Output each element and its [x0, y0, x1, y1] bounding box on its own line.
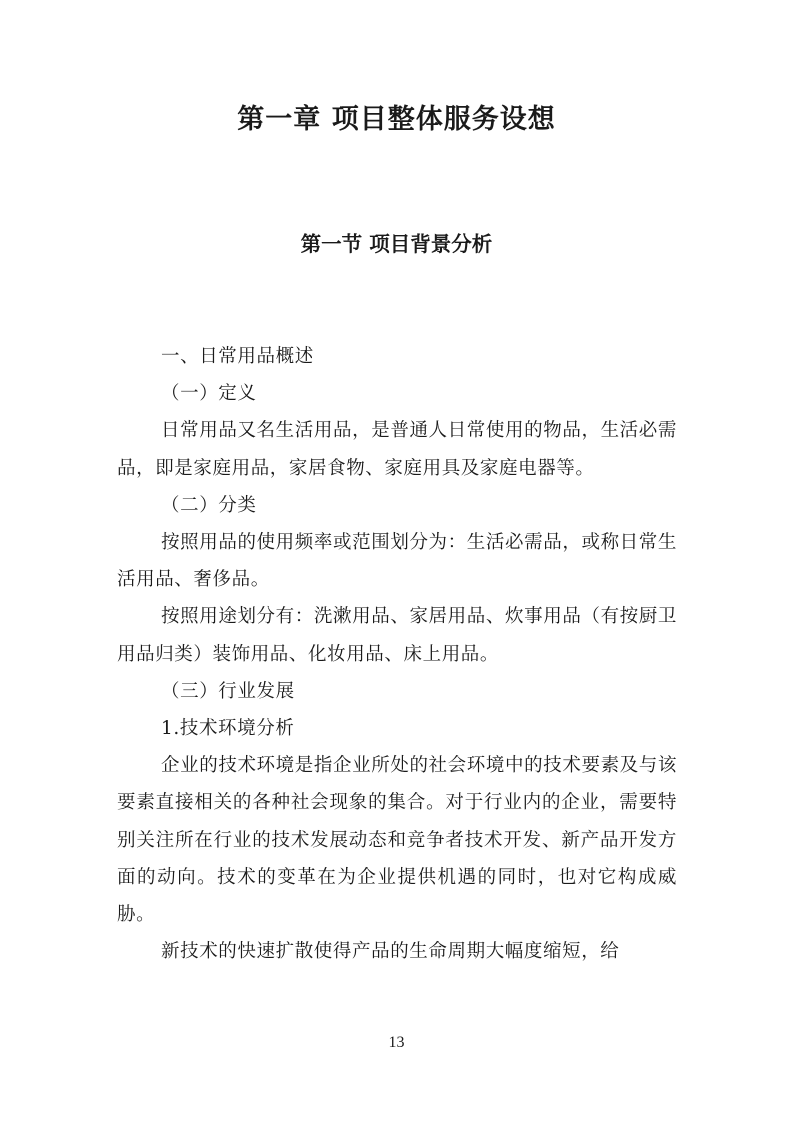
- page-number: 13: [388, 1034, 405, 1051]
- paragraph-definition: 日常用品又名生活用品，是普通人日常使用的物品，生活必需品，即是家庭用品，家居食物、家庭用具及家庭电器等。: [117, 420, 677, 479]
- paragraph-classification-purpose: 按照用途划分有：洗漱用品、家居用品、炊事用品（有按厨卫用品归类）装饰用品、化妆用品、床上用品。: [117, 606, 677, 665]
- body-text: [117, 338, 677, 970]
- paragraph-heading-technology: 1.技术环境分析: [161, 718, 295, 740]
- section-title: 第一节 项目背景分析: [300, 232, 493, 256]
- paragraph-heading-classification: （二）分类: [161, 494, 257, 516]
- paragraph-heading-industry: （三）行业发展: [161, 680, 295, 702]
- chapter-title: 第一章 项目整体服务设想: [237, 104, 556, 135]
- paragraph-heading-definition: （一）定义: [161, 383, 257, 405]
- paragraph-heading-overview: 一、日常用品概述: [161, 346, 314, 367]
- paragraph-technology-environment: 企业的技术环境是指企业所处的社会环境中的技术要素及与该要素直接相关的各种社会现象的集合。对于行业内的企业，需要特别关注所在行业的技术发展动态和竞争者技术开发、新产品开发方面的动向。技术的变革在为企业提供机遇的同时，也对它构成威胁。: [117, 755, 677, 926]
- paragraph-new-technology: 新技术的快速扩散使得产品的生命周期大幅度缩短，给: [161, 941, 620, 963]
- paragraph-classification-frequency: 按照用品的使用频率或范围划分为：生活必需品，或称日常生活用品、奢侈品。: [117, 532, 677, 591]
